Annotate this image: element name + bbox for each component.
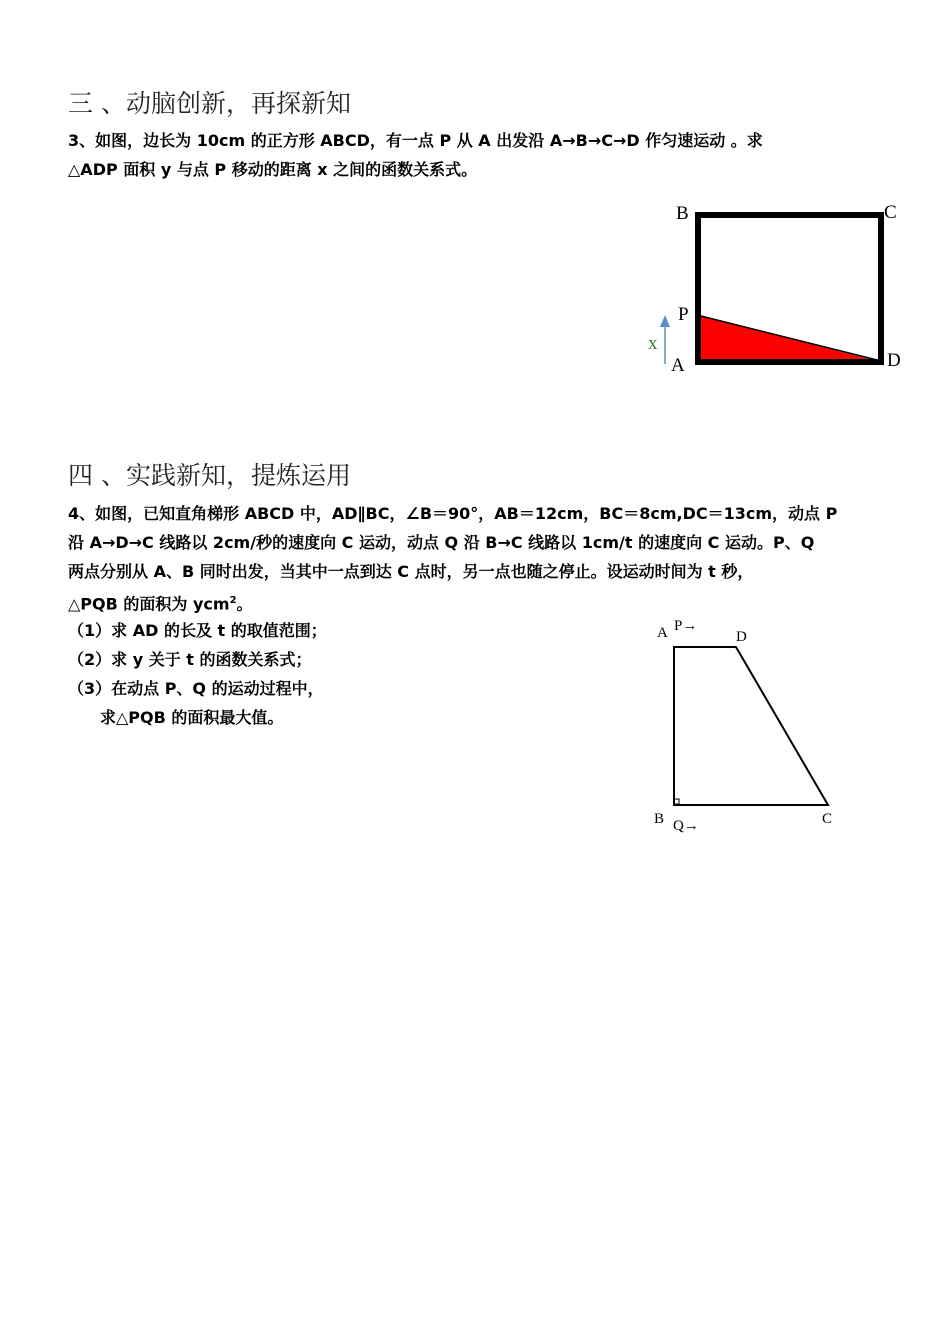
problem-line: 4、如图，已知直角梯形 ABCD 中，AD∥BC，∠B＝90°，AB＝12cm，BC＝8cm,DC＝13cm，动点 P xyxy=(68,504,838,523)
label-a: A xyxy=(671,355,685,376)
label-d: D xyxy=(887,350,901,371)
label-d: D xyxy=(736,629,747,645)
question-3: （3）在动点 P、Q 的运动过程中， xyxy=(68,679,324,698)
problem-line: 3、如图，边长为 10cm 的正方形 ABCD，有一点 P 从 A 出发沿 A→B→C→D 作匀速运动 。求 xyxy=(68,131,763,150)
label-a: A xyxy=(657,625,668,641)
section4-problem xyxy=(68,499,837,618)
question-3-continued: 求△PQB 的面积最大值。 xyxy=(100,708,284,727)
label-c: C xyxy=(884,202,897,223)
area-text: △PQB 的面积为 ycm xyxy=(68,594,230,614)
section3-heading: 三 、动脑创新，再探新知 xyxy=(68,89,351,118)
section4-heading: 四 、实践新知，提炼运用 xyxy=(68,461,351,490)
trapezoid-abcd xyxy=(674,647,828,805)
question-1: （1）求 AD 的长及 t 的取值范围； xyxy=(68,621,327,640)
problem-line: △ADP 面积 y 与点 P 移动的距离 x 之间的函数关系式。 xyxy=(68,160,478,179)
problem-line: 沿 A→D→C 线路以 2cm/秒的速度向 C 运动，动点 Q 沿 B→C 线路以 1cm/t 的速度向 C 运动。P、Q xyxy=(68,533,815,552)
label-b: B xyxy=(676,203,689,224)
section3-problem xyxy=(68,126,763,184)
questions-list xyxy=(68,616,327,732)
period: 。 xyxy=(236,594,253,614)
problem-line: 两点分别从 A、B 同时出发，当其中一点到达 C 点时，另一点也随之停止。设运动时间为 t 秒， xyxy=(68,562,754,581)
label-p-arrow: P→ xyxy=(674,618,698,634)
label-p: P xyxy=(678,304,689,325)
square-figure xyxy=(640,195,920,385)
question-2: （2）求 y 关于 t 的函数关系式； xyxy=(68,650,312,669)
arrow-x-head xyxy=(660,315,670,327)
label-c: C xyxy=(822,811,833,827)
superscript: 2 xyxy=(229,595,237,606)
label-b: B xyxy=(654,811,665,827)
label-x: x xyxy=(648,333,658,354)
trapezoid-figure xyxy=(640,610,860,840)
label-q-arrow: Q→ xyxy=(673,818,699,834)
